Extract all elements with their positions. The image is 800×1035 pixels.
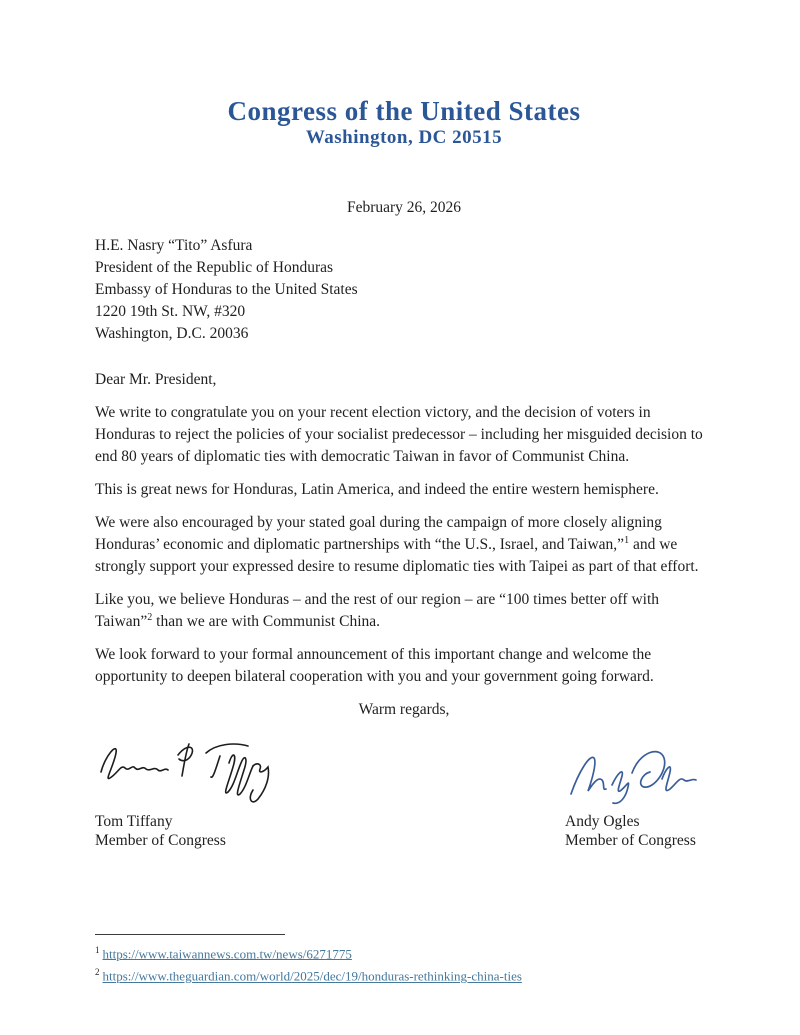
signer-title: Member of Congress — [95, 832, 226, 849]
footnote-ref-1: 1 — [624, 534, 630, 546]
footnote-1 — [95, 941, 713, 963]
footnote-2 — [95, 963, 713, 985]
recipient-line: Embassy of Honduras to the United States — [95, 281, 358, 298]
paragraph-text: We were also encouraged by your stated goal during the campaign of more closely aligning Honduras’ economic and diplomatic partnerships with “the U.S., Israel, and Taiwan,” — [95, 514, 662, 553]
closing-valediction: Warm regards, — [358, 701, 450, 718]
footnotes-section — [95, 934, 713, 986]
ogles-signature — [565, 734, 713, 808]
recipient-line: Washington, D.C. 20036 — [95, 325, 249, 342]
footnote-separator — [95, 934, 285, 935]
letter-date: February 26, 2026 — [346, 199, 462, 216]
recipient-address — [95, 235, 713, 345]
signer-name: Tom Tiffany — [95, 813, 173, 830]
signer-tiffany — [95, 734, 270, 850]
paragraph-text: and we strongly support your expressed desire to resume diplomatic ties with Taipei as part of that effort. — [95, 536, 699, 575]
signer-ogles — [565, 734, 713, 850]
signer-name: Andy Ogles — [565, 813, 640, 830]
body-paragraph-4 — [95, 589, 713, 633]
footnote-link[interactable]: https://www.taiwannews.com.tw/news/6271775 — [102, 946, 352, 962]
salutation: Dear Mr. President, — [95, 371, 217, 388]
tiffany-signature — [95, 734, 270, 808]
footnote-number: 1 — [95, 945, 100, 955]
recipient-line: President of the Republic of Honduras — [95, 259, 334, 276]
letterhead-subtitle: Washington, DC 20515 — [305, 127, 503, 148]
footnote-number: 2 — [95, 967, 100, 978]
body-paragraph-1: We write to congratulate you on your recent election victory, and the decision of voters in Honduras to reject the policies of your socialist predecessor – including her misguided decision to end 80 years of diplomatic ties with democratic Taiwan in favor of Communist China. — [95, 404, 703, 465]
congressional-letterhead — [95, 96, 713, 150]
paragraph-text: than we are with Communist China. — [152, 613, 381, 630]
footnote-link[interactable]: https://www.theguardian.com/world/2025/dec/19/honduras-rethinking-china-ties — [102, 968, 522, 984]
letterhead-title: Congress of the United States — [227, 96, 581, 126]
recipient-line: 1220 19th St. NW, #320 — [95, 303, 246, 320]
paragraph-text: Like you, we believe Honduras – and the rest of our region – are “100 times better off with Taiwan” — [95, 591, 660, 630]
body-paragraph-2: This is great news for Honduras, Latin America, and indeed the entire western hemisphere. — [95, 481, 659, 498]
footnote-ref-2: 2 — [147, 611, 153, 623]
body-paragraph-3 — [95, 512, 713, 578]
signature-block — [95, 734, 713, 850]
body-paragraph-5: We look forward to your formal announcement of this important change and welcome the opportunity to deepen bilateral cooperation with you and your government going forward. — [95, 646, 654, 685]
recipient-line: H.E. Nasry “Tito” Asfura — [95, 237, 253, 254]
signer-title: Member of Congress — [565, 832, 696, 849]
